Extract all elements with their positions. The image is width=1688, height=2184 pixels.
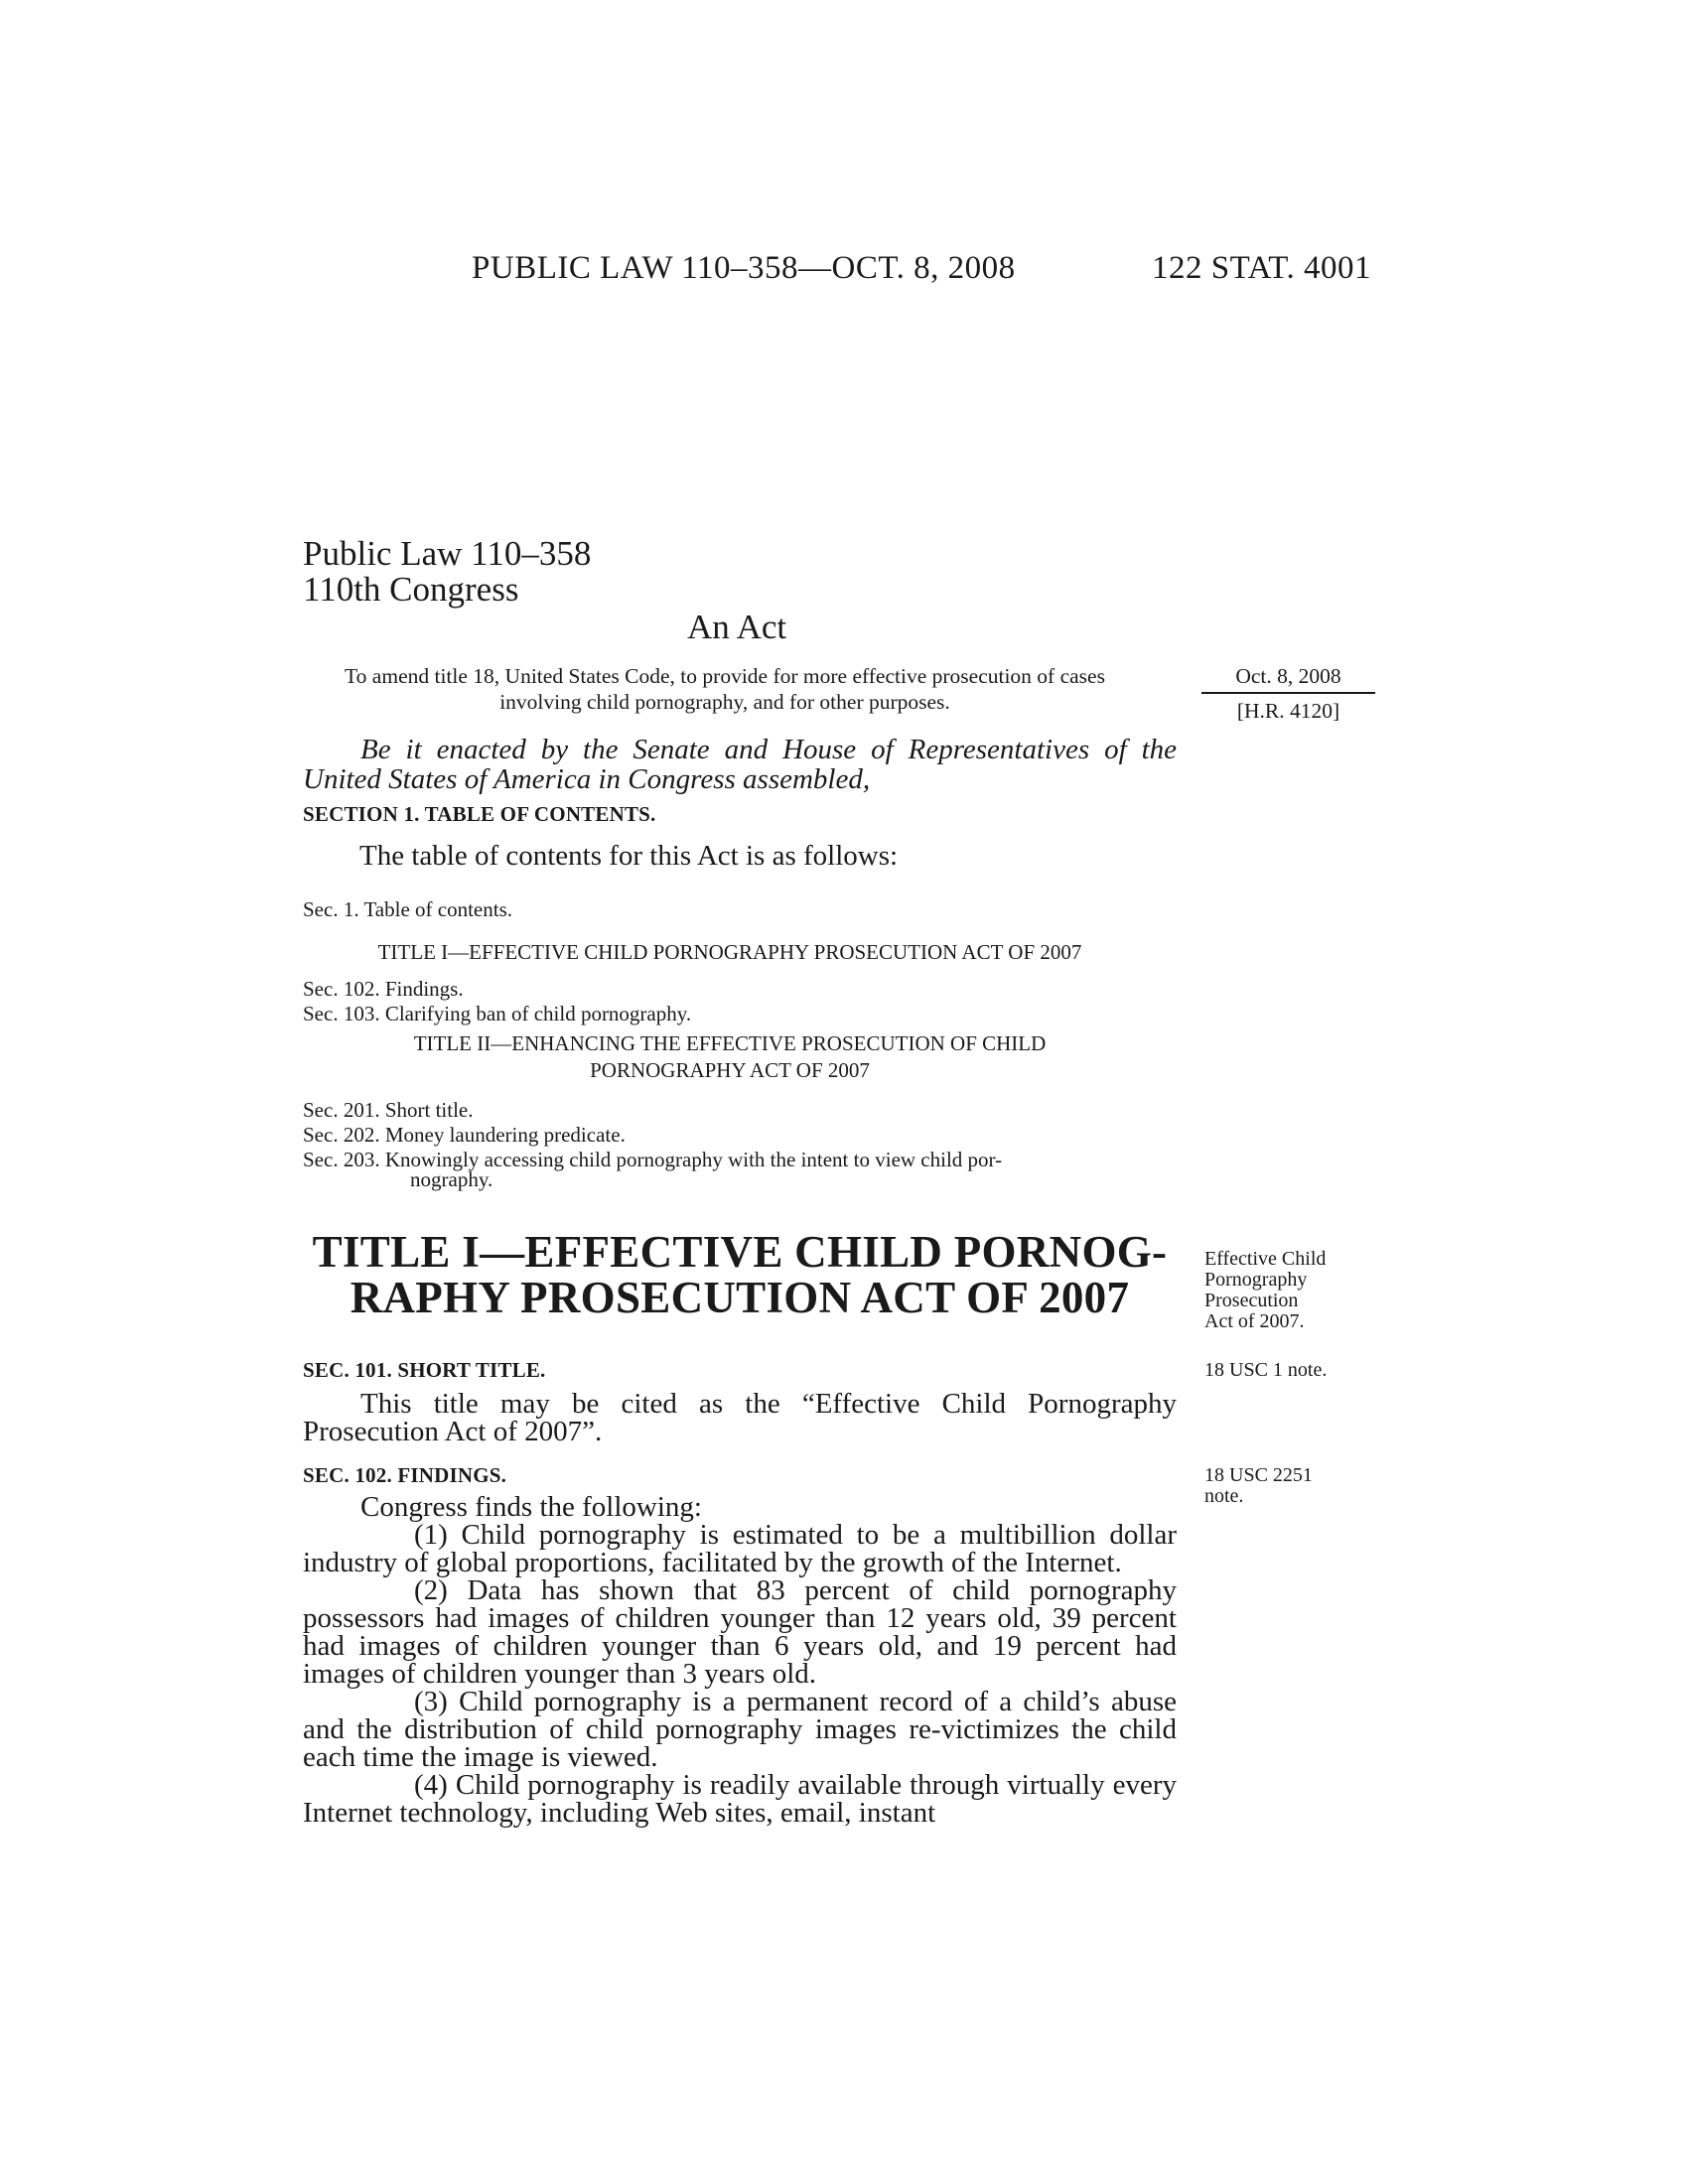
statute-citation: 122 STAT. 4001 bbox=[1152, 250, 1372, 286]
toc-title-2-line1: TITLE II—ENHANCING THE EFFECTIVE PROSECUTION OF CHILD bbox=[413, 1031, 1047, 1055]
toc-item: Sec. 201. Short title. bbox=[303, 1098, 474, 1122]
toc-item: Sec. 102. Findings. bbox=[303, 977, 464, 1001]
margin-note-line: Effective Child bbox=[1204, 1248, 1327, 1270]
sec-101-heading: SEC. 101. SHORT TITLE. bbox=[303, 1358, 546, 1382]
enactment-date: Oct. 8, 2008 bbox=[1201, 663, 1375, 694]
toc-item-continuation: nography. bbox=[410, 1167, 493, 1191]
toc-title-1-items bbox=[303, 977, 691, 1026]
sec-102-margin-note bbox=[1204, 1465, 1313, 1507]
bill-number: [H.R. 4120] bbox=[1236, 699, 1340, 723]
toc-title-2 bbox=[303, 1030, 1157, 1084]
findings-body bbox=[303, 1493, 1177, 1827]
title-one-line1: TITLE I—EFFECTIVE CHILD PORNOG- bbox=[312, 1227, 1168, 1277]
finding-4: (4) Child pornography is readily available through virtually every Internet technology, including Web sites, email, instant bbox=[303, 1769, 1177, 1829]
margin-note-line: Act of 2007. bbox=[1204, 1310, 1305, 1332]
title-one-line2: RAPHY PROSECUTION ACT OF 2007 bbox=[350, 1273, 1130, 1322]
toc-intro: The table of contents for this Act is as follows: bbox=[359, 840, 899, 872]
toc-item: Sec. 103. Clarifying ban of child pornography. bbox=[303, 1002, 692, 1025]
finding-3: (3) Child pornography is a permanent record of a child’s abuse and the distribution of child pornography images re-victimizes the child each time the image is viewed. bbox=[303, 1686, 1177, 1773]
finding-2: (2) Data has shown that 83 percent of child pornography possessors had images of children younger than 12 years old, 39 percent had images of children younger than 6 years old, and 19 percent had images of children younger than 3 years old. bbox=[303, 1574, 1177, 1690]
long-title: To amend title 18, United States Code, to provide for more effective prosecution of cases involving child pornography, and for other purposes. bbox=[345, 664, 1105, 714]
finding-1: (1) Child pornography is estimated to be a multibillion dollar industry of global proportions, facilitated by the growth of the Internet. bbox=[303, 1519, 1177, 1578]
toc-title-1: TITLE I—EFFECTIVE CHILD PORNOGRAPHY PROSECUTION ACT OF 2007 bbox=[377, 940, 1082, 964]
section-1-heading: SECTION 1. TABLE OF CONTENTS. bbox=[303, 802, 656, 826]
title-one-heading bbox=[303, 1229, 1177, 1320]
congress-number: 110th Congress bbox=[303, 570, 519, 609]
toc-item-sec1: Sec. 1. Table of contents. bbox=[303, 897, 513, 921]
findings-intro: Congress finds the following: bbox=[360, 1491, 702, 1523]
sec-101-margin-note: 18 USC 1 note. bbox=[1204, 1359, 1328, 1381]
toc-item: Sec. 203. Knowingly accessing child pornography with the intent to view child por- bbox=[303, 1148, 1003, 1171]
law-number: Public Law 110–358 bbox=[303, 534, 592, 573]
margin-note-line: Pornography bbox=[1204, 1269, 1308, 1291]
margin-note-line: Prosecution bbox=[1204, 1290, 1299, 1311]
running-title: PUBLIC LAW 110–358—OCT. 8, 2008 bbox=[472, 250, 1016, 286]
toc-item: Sec. 202. Money laundering predicate. bbox=[303, 1123, 626, 1147]
toc-title-2-items bbox=[303, 1098, 1177, 1192]
toc-title-2-line2: PORNOGRAPHY ACT OF 2007 bbox=[590, 1058, 870, 1082]
enacting-clause: Be it enacted by the Senate and House of Representatives of the United States of America in Congress assembled, bbox=[303, 734, 1177, 795]
enactment-date-box bbox=[1201, 663, 1375, 724]
sec-102-heading: SEC. 102. FINDINGS. bbox=[303, 1463, 507, 1487]
title-one-margin-note bbox=[1204, 1249, 1326, 1332]
sec-101-text: This title may be cited as the “Effective Child Pornography Prosecution Act of 2007”. bbox=[303, 1388, 1177, 1447]
margin-note-line: 18 USC 2251 bbox=[1204, 1464, 1313, 1486]
an-act-heading: An Act bbox=[687, 608, 787, 646]
law-identification bbox=[303, 536, 591, 608]
margin-note-line: note. bbox=[1204, 1485, 1244, 1507]
